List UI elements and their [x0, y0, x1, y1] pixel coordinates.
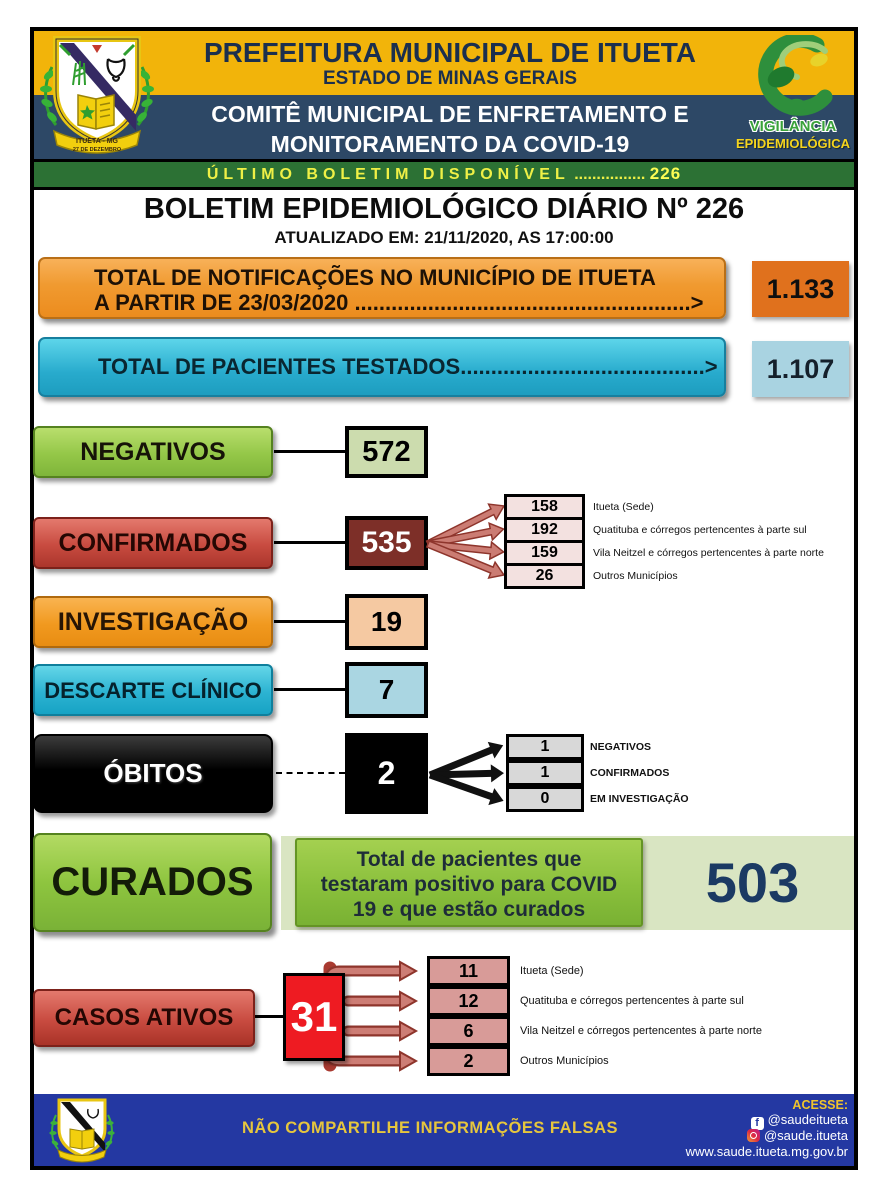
- state-subtitle: ESTADO DE MINAS GERAIS: [322, 68, 578, 89]
- bulletin-title: BOLETIM EPIDEMIOLÓGICO DIÁRIO Nº 226: [143, 193, 745, 225]
- logo-line1: VIGILÂNCIA: [749, 118, 837, 135]
- last-bulletin-label: ÚLTIMO BOLETIM DISPONÍVEL: [206, 166, 570, 183]
- casos-ativos-bar: CASOS ATIVOS: [33, 989, 255, 1047]
- confirmados-breakdown-label: Quatituba e córregos pertencentes à parte sul: [593, 524, 807, 536]
- confirmados-breakdown-label: Vila Neitzel e córregos pertencentes à parte norte: [593, 547, 824, 559]
- ativos-breakdown-box: 12: [427, 986, 510, 1016]
- curados-desc-line2: testaram positivo para COVID: [320, 873, 618, 896]
- instagram-icon: [747, 1129, 760, 1142]
- total-tested-bar: TOTAL DE PACIENTES TESTADOS........................................>: [38, 337, 726, 397]
- curados-desc-line3: 19 e que estão curados: [352, 898, 586, 921]
- curados-value: 503: [705, 851, 800, 914]
- last-bulletin-band: [34, 159, 854, 190]
- total-notifications-value: 1.133: [752, 261, 849, 317]
- obitos-dashed-connector: [276, 772, 345, 774]
- instagram-handle[interactable]: @saude.itueta: [763, 1128, 848, 1143]
- confirmados-breakdown-label: Itueta (Sede): [593, 501, 654, 513]
- bulletin-updated: ATUALIZADO EM: 21/11/2020, AS 17:00:00: [274, 228, 614, 247]
- total-tested-value: 1.107: [752, 341, 849, 397]
- curados-description: [295, 838, 643, 927]
- negativos-bar: NEGATIVOS: [33, 426, 273, 478]
- confirmados-breakdown-box: 26: [504, 563, 585, 589]
- footer-coat-of-arms-icon: [48, 1097, 116, 1163]
- obitos-breakdown-label: CONFIRMADOS: [590, 767, 670, 779]
- investigacao-bar: INVESTIGAÇÃO: [33, 596, 273, 648]
- obitos-breakdown-box: 0: [506, 786, 584, 812]
- total-notifications-line2: A PARTIR DE 23/03/2020 .......................................................>: [94, 290, 704, 315]
- confirmados-breakdown-box: 158: [504, 494, 585, 520]
- last-bulletin-number: 226: [649, 164, 682, 183]
- obitos-bar: ÓBITOS: [33, 734, 273, 813]
- committee-line2: MONITORAMENTO DA COVID-19: [270, 131, 630, 157]
- ativos-breakdown-box: 6: [427, 1016, 510, 1046]
- obitos-arrows: [426, 736, 510, 820]
- logo-line2: EPIDEMIOLÓGICA: [735, 136, 851, 151]
- confirmados-breakdown-label: Outros Municípios: [593, 570, 678, 582]
- obitos-breakdown-box: 1: [506, 734, 584, 760]
- ativos-breakdown-label: Vila Neitzel e córregos pertencentes à parte norte: [520, 1025, 762, 1037]
- footer-instagram[interactable]: [600, 1128, 848, 1143]
- descarte-value: 7: [345, 662, 428, 718]
- itueta-coat-of-arms-icon: [40, 33, 154, 157]
- confirmados-connector: [274, 541, 345, 544]
- last-bulletin-dots: ................: [574, 166, 646, 183]
- crest-ribbon-text2: 27 DE DEZEMBRO: [72, 147, 122, 153]
- negativos-value: 572: [345, 426, 428, 478]
- total-notifications-bar: [38, 257, 726, 319]
- investigacao-value: 19: [345, 594, 428, 650]
- total-notifications-line1: TOTAL DE NOTIFICAÇÕES NO MUNICÍPIO DE ITUETA: [94, 265, 656, 290]
- crest-ribbon-text: ITUETA - MG: [76, 138, 118, 145]
- ativos-breakdown-label: Quatituba e córregos pertencentes à parte sul: [520, 995, 744, 1007]
- confirmados-value: 535: [345, 516, 428, 570]
- ativos-breakdown-label: Itueta (Sede): [520, 965, 584, 977]
- footer-message: NÃO COMPARTILHE INFORMAÇÕES FALSAS: [241, 1119, 619, 1137]
- facebook-icon: f: [751, 1117, 764, 1130]
- descarte-connector: [274, 688, 345, 691]
- negativos-connector: [274, 450, 345, 453]
- ativos-breakdown-box: 2: [427, 1046, 510, 1076]
- committee-line1: COMITÊ MUNICIPAL DE ENFRETAMENTO E: [211, 101, 689, 127]
- facebook-handle[interactable]: @saudeitueta: [767, 1112, 848, 1127]
- obitos-value: 2: [345, 733, 428, 814]
- obitos-breakdown-label: EM INVESTIGAÇÃO: [590, 793, 689, 805]
- city-hall-title: PREFEITURA MUNICIPAL DE ITUETA: [203, 37, 697, 68]
- obitos-breakdown-label: NEGATIVOS: [590, 741, 652, 753]
- casos-ativos-value: 31: [283, 973, 345, 1061]
- confirmados-breakdown-box: 159: [504, 540, 585, 566]
- ativos-breakdown-box: 11: [427, 956, 510, 986]
- footer-access-label: ACESSE:: [792, 1098, 848, 1112]
- investigacao-connector: [274, 620, 345, 623]
- descarte-clinico-bar: DESCARTE CLÍNICO: [33, 664, 273, 716]
- casos-ativos-connector: [255, 1015, 283, 1018]
- curados-desc-line1: Total de pacientes que: [356, 848, 582, 871]
- obitos-breakdown-box: 1: [506, 760, 584, 786]
- ativos-breakdown-label: Outros Municípios: [520, 1055, 609, 1067]
- footer-website[interactable]: www.saude.itueta.mg.gov.br: [685, 1144, 848, 1159]
- confirmados-bar: CONFIRMADOS: [33, 517, 273, 569]
- confirmados-breakdown-box: 192: [504, 517, 585, 543]
- confirmados-arrows: [424, 488, 510, 592]
- curados-bar: CURADOS: [33, 833, 272, 932]
- vigilancia-epidemiologica-logo-icon: [737, 35, 849, 119]
